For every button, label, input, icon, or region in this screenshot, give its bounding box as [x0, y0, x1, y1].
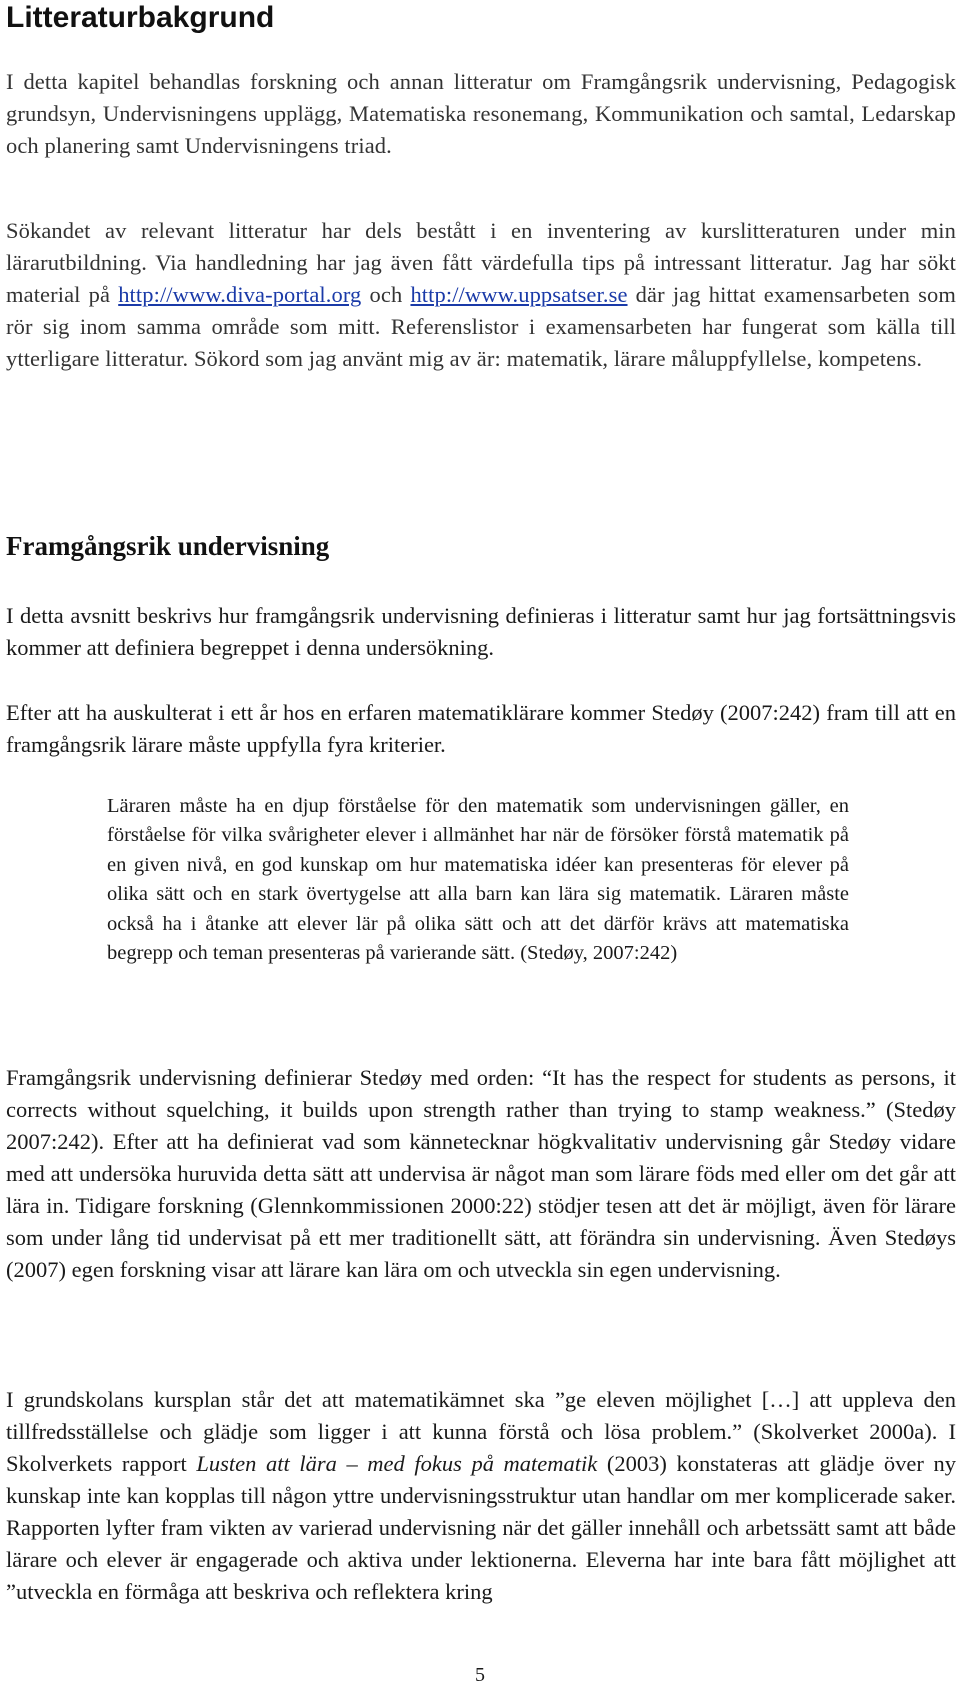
- intro-text-a: Sökandet av relevant litteratur har dels bestått i en inventering av kurslitteraturen under min lärarutbildning. Via handledning har jag även fått värdefulla tips på intressant litteratur. Jag har sökt material på: [6, 218, 956, 307]
- intro-paragraph-1: I detta kapitel behandlas forskning och annan litteratur om Framgångsrik undervisning, Pedagogisk grundsyn, Undervisningens upplägg, Matematiska resonemang, Kommunikation och samtal, Ledarskap och planering samt Undervisningens triad.: [6, 69, 956, 158]
- section-paragraph-1: I detta avsnitt beskrivs hur framgångsrik undervisning definieras i litteratur samt hur jag fortsättningsvis kommer att definiera begreppet i denna undersökning.: [6, 603, 956, 660]
- diva-portal-link[interactable]: http://www.diva-portal.org: [118, 282, 362, 307]
- page-number: 5: [475, 1664, 485, 1686]
- block-quote: Läraren måste ha en djup förståelse för den matematik som undervisningen gäller, en förståelse för vilka svårigheter elever i allmänhet har när de försöker förstå matematik på en given nivå, en god kunskap om hur matematiska idéer kan presenteras för elever på olika sätt och en stark övertygelse att alla barn kan lära sig matematik. Läraren måste också ha i åtanke att elever lär på olika sätt och att det därför krävs att matematiska begrepp och teman presenteras på varierande sätt. (Stedøy, 2007:242): [107, 795, 849, 965]
- intro-text-b: och: [361, 282, 411, 307]
- p4-text-a: I grundskolans kursplan står det att matematikämnet ska ”ge eleven möjlighet […] att uppleva den tillfredsställelse och glädje som ligger i att kunna förstå och lösa problem.” (Skolverket 2000a). I Skolverkets rapport: [6, 1387, 956, 1476]
- p4-text-b: (2003) konstateras att glädje över ny kunskap inte kan kopplas till någon yttre undervisningsstruktur utan handlar om mer komplicerade saker. Rapporten lyfter fram vikten av varierad undervisning när det gäller innehåll och arbetssätt samt att både lärare och elever är engagerade och aktiva under lektionerna. Eleverna har inte bara fått möjlighet att ”utveckla en förmåga att beskriva och reflektera kring: [6, 1451, 956, 1604]
- section-heading: Framgångsrik undervisning: [6, 531, 330, 561]
- section-paragraph-4: [6, 1384, 956, 1608]
- section-paragraph-2: Efter att ha auskulterat i ett år hos en erfaren matematiklärare kommer Stedøy (2007:242) fram till att en framgångsrik lärare måste uppfylla fyra kriterier.: [6, 700, 956, 757]
- intro-paragraph-2: [6, 215, 956, 375]
- section-paragraph-3: Framgångsrik undervisning definierar Stedøy med orden: “It has the respect for students as persons, it corrects without squelching, it builds upon strength rather than trying to stamp weakness.” (Stedøy 2007:242). Efter att ha definierat vad som kännetecknar högkvalitativ undervisning går Stedøy vidare med att undersöka huruvida detta sätt att undervisa är något man som lärare föds med eller om det går att lära in. Tidigare forskning (Glennkommissionen 2000:22) stödjer tesen att det är möjligt, även för lärare som under lång tid undervisat på ett mer traditionellt sätt, att förändra sin undervisning. Även Stedøys (2007) egen forskning visar att lärare kan lära om och utveckla sin egen undervisning.: [6, 1065, 956, 1282]
- report-title: Lusten att lära – med fokus på matematik: [196, 1451, 598, 1476]
- intro-text-c: där jag hittat examensarbeten som rör sig inom samma område som mitt. Referenslistor i examensarbeten har fungerat som källa till ytterligare litteratur. Sökord som jag använt mig av är: matematik, lärare måluppfyllelse, kompetens.: [6, 282, 956, 371]
- chapter-heading: Litteraturbakgrund: [6, 1, 275, 34]
- uppsatser-link[interactable]: http://www.uppsatser.se: [410, 282, 628, 307]
